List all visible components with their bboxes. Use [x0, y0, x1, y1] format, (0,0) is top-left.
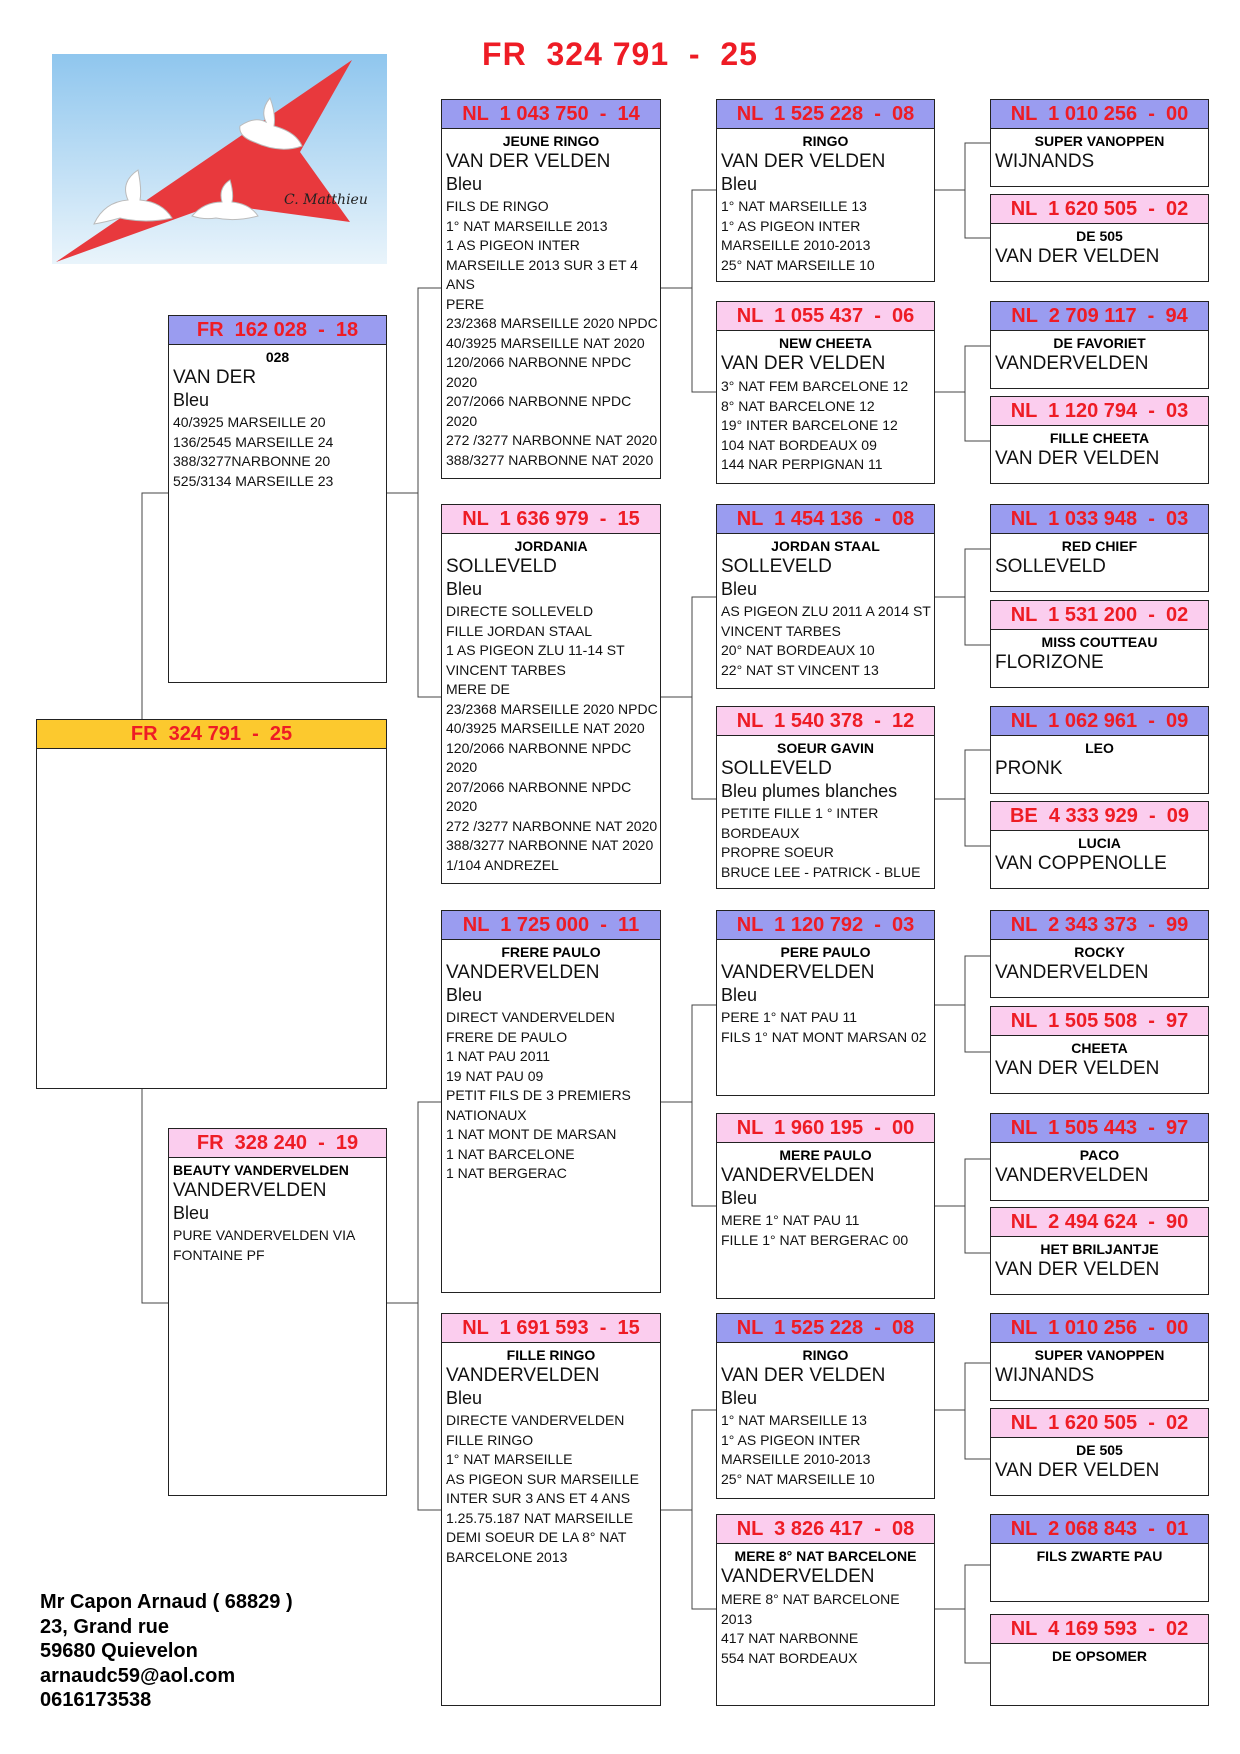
gen4-ssdd-ring: NL 1 120 794 - 03: [991, 397, 1208, 426]
gen4-ddss-ring: NL 1 010 256 - 00: [991, 1314, 1208, 1343]
note-line: 1 NAT PAU 2011: [446, 1048, 551, 1064]
note-line: VINCENT TARBES: [721, 622, 841, 639]
note-line: 8° NAT BARCELONE 12: [721, 397, 875, 414]
note-line: BRUCE LEE - PATRICK - BLUE: [721, 863, 921, 880]
gen4-ddss-name: SUPER VANOPPEN: [1034, 1347, 1165, 1363]
gen3-dsd-notes: [717, 1211, 934, 1250]
gen3-sss-name: RINGO: [802, 133, 849, 149]
note-line: FILS DE RINGO: [446, 198, 549, 214]
gen3-dss-name: PERE PAULO: [780, 944, 871, 960]
gen4-dssd-card: [990, 1006, 1209, 1094]
note-line: AS PIGEON ZLU 2011 A 2014 ST: [721, 603, 931, 619]
note-line: DIRECT VANDERVELDEN: [446, 1009, 615, 1025]
gen3-sdd-color: Bleu plumes blanches: [721, 781, 898, 801]
gen4-sdsd-breeder: FLORIZONE: [995, 652, 1104, 673]
note-line: 20° NAT BORDEAUX 10: [721, 642, 875, 658]
gen3-dss-card: [716, 910, 935, 1096]
note-line: PURE VANDERVELDEN VIA: [173, 1227, 356, 1243]
gen4-ssss-ring: NL 1 010 256 - 00: [991, 100, 1208, 129]
note-line: 19° INTER BARCELONE 12: [721, 417, 898, 433]
gen4-sddd-card: [990, 801, 1209, 889]
gen4-ssss-card: [990, 99, 1209, 187]
gen4-ddss-breeder: WIJNANDS: [995, 1365, 1095, 1386]
owner-phone[interactable]: 0616173538: [40, 1689, 152, 1711]
dam-breeder: VANDERVELDEN: [173, 1180, 327, 1201]
gen4-dsdd-card: [990, 1207, 1209, 1295]
gen4-sdds-card: [990, 706, 1209, 794]
dam-dam-color: Bleu: [446, 1388, 483, 1408]
gen4-dssd-name: CHEETA: [1071, 1040, 1128, 1056]
page-title: FR 324 791 - 25: [482, 36, 758, 72]
sire-dam-breeder: SOLLEVELD: [446, 556, 557, 577]
dam-notes: [169, 1226, 386, 1265]
logo-signature: C. Matthieu: [284, 192, 368, 208]
note-line: FILLE RINGO: [446, 1431, 534, 1448]
note-line: MARSEILLE 2013 SUR 3 ET 4: [446, 256, 638, 273]
gen4-ssds-ring: NL 2 709 117 - 94: [991, 302, 1208, 331]
dam-color: Bleu: [173, 1203, 210, 1223]
gen4-sdss-name: RED CHIEF: [1061, 538, 1138, 554]
note-line: 40/3925 MARSEILLE NAT 2020: [446, 720, 645, 736]
note-line: 207/2066 NARBONNE NPDC: [446, 778, 632, 795]
gen4-dssd-ring: NL 1 505 508 - 97: [991, 1007, 1208, 1036]
note-line: MERE 1° NAT PAU 11: [721, 1212, 860, 1228]
dam-sire-breeder: VANDERVELDEN: [446, 962, 600, 983]
gen4-dsdd-breeder: VAN DER VELDEN: [995, 1259, 1160, 1280]
subject-ring: FR 324 791 - 25: [37, 720, 386, 749]
gen4-ssds-name: DE FAVORIET: [1053, 335, 1146, 351]
sire-sire-breeder: VAN DER VELDEN: [446, 151, 611, 172]
gen3-sss-card: [716, 99, 935, 282]
gen4-ddsd-card: [990, 1408, 1209, 1496]
gen4-sdss-ring: NL 1 033 948 - 03: [991, 505, 1208, 534]
sire-dam-notes: [442, 602, 660, 875]
gen4-ssdd-card: [990, 396, 1209, 484]
owner-contact-block: [40, 1590, 293, 1713]
sire-color: Bleu: [173, 390, 210, 410]
note-line: 22° NAT ST VINCENT 13: [721, 661, 879, 678]
note-line: PERE: [446, 295, 485, 312]
note-line: ANS: [446, 276, 475, 292]
note-line: 120/2066 NARBONNE NPDC: [446, 354, 632, 370]
gen3-ssd-card: [716, 301, 935, 484]
gen4-dsss-name: ROCKY: [1074, 944, 1125, 960]
note-line: 1° AS PIGEON INTER: [721, 217, 861, 234]
owner-email[interactable]: arnaudc59@aol.com: [40, 1664, 236, 1687]
note-line: AS PIGEON SUR MARSEILLE: [446, 1470, 639, 1487]
note-line: 1° NAT MARSEILLE: [446, 1451, 573, 1467]
gen4-sdds-name: LEO: [1085, 740, 1114, 756]
gen4-ddsd-ring: NL 1 620 505 - 02: [991, 1409, 1208, 1438]
gen3-dds-ring: NL 1 525 228 - 08: [717, 1314, 934, 1343]
gen4-ssss-breeder: WIJNANDS: [995, 151, 1095, 172]
gen4-dsss-breeder: VANDERVELDEN: [995, 962, 1149, 983]
gen4-sddd-name: LUCIA: [1078, 835, 1121, 851]
sire-ring: FR 162 028 - 18: [169, 316, 386, 345]
note-line: 19 NAT PAU 09: [446, 1067, 544, 1084]
gen4-dddd-ring: NL 4 169 593 - 02: [991, 1615, 1208, 1644]
gen4-ssds-breeder: VANDERVELDEN: [995, 353, 1149, 374]
gen4-sddd-breeder: VAN COPPENOLLE: [995, 853, 1167, 874]
gen3-ssd-ring: NL 1 055 437 - 06: [717, 302, 934, 331]
gen3-ssd-name: NEW CHEETA: [778, 335, 873, 351]
note-line: 388/3277 NARBONNE NAT 2020: [446, 451, 654, 468]
gen4-sssd-ring: NL 1 620 505 - 02: [991, 195, 1208, 224]
note-line: PROPRE SOEUR: [721, 844, 834, 860]
gen3-ssd-breeder: VAN DER VELDEN: [721, 353, 886, 374]
note-line: INTER SUR 3 ANS ET 4 ANS: [446, 1490, 631, 1506]
note-line: 1 NAT MONT DE MARSAN: [446, 1126, 617, 1142]
note-line: 525/3134 MARSEILLE 23: [173, 472, 334, 489]
gen3-dds-card: [716, 1313, 935, 1499]
note-line: DEMI SOEUR DE LA 8° NAT: [446, 1529, 627, 1545]
gen4-ssds-card: [990, 301, 1209, 389]
note-line: FILLE JORDAN STAAL: [446, 622, 593, 639]
gen4-sssd-card: [990, 194, 1209, 282]
gen4-sdss-card: [990, 504, 1209, 592]
note-line: 272 /3277 NARBONNE NAT 2020: [446, 432, 658, 448]
gen3-ddd-breeder: VANDERVELDEN: [721, 1566, 875, 1587]
note-line: 2020: [446, 759, 478, 775]
gen4-dsds-ring: NL 1 505 443 - 97: [991, 1114, 1208, 1143]
sire-dam-name: JORDANIA: [514, 538, 588, 554]
note-line: 104 NAT BORDEAUX 09: [721, 436, 877, 453]
note-line: 144 NAR PERPIGNAN 11: [721, 456, 883, 472]
sire-dam-card: [441, 504, 661, 884]
gen3-dss-notes: [717, 1008, 934, 1047]
note-line: 136/2545 MARSEILLE 24: [173, 433, 334, 450]
note-line: PETIT FILS DE 3 PREMIERS: [446, 1087, 631, 1103]
gen4-sdss-breeder: SOLLEVELD: [995, 556, 1106, 577]
note-line: MERE DE: [446, 681, 510, 697]
gen3-dss-ring: NL 1 120 792 - 03: [717, 911, 934, 940]
gen4-ddss-card: [990, 1313, 1209, 1401]
note-line: 1.25.75.187 NAT MARSEILLE: [446, 1509, 634, 1526]
gen4-sssd-breeder: VAN DER VELDEN: [995, 246, 1160, 267]
gen4-dddd-name: DE OPSOMER: [1052, 1648, 1147, 1664]
gen3-sdd-breeder: SOLLEVELD: [721, 758, 832, 779]
owner-name: Mr Capon Arnaud ( 68829 ): [40, 1591, 293, 1613]
gen3-sss-breeder: VAN DER VELDEN: [721, 151, 886, 172]
sire-sire-color: Bleu: [446, 174, 483, 194]
note-line: DIRECTE VANDERVELDEN: [446, 1412, 625, 1428]
sire-sire-ring: NL 1 043 750 - 14: [442, 100, 660, 129]
note-line: 3° NAT FEM BARCELONE 12: [721, 378, 909, 394]
gen4-dddd-card: [990, 1614, 1209, 1706]
gen4-dsds-name: PACO: [1079, 1147, 1120, 1163]
gen4-ssdd-name: FILLE CHEETA: [1049, 430, 1150, 446]
gen3-dds-name: RINGO: [802, 1347, 849, 1363]
sire-dam-ring: NL 1 636 979 - 15: [442, 505, 660, 534]
subject-card: [36, 719, 387, 1089]
note-line: 2013: [721, 1610, 753, 1627]
sire-dam-color: Bleu: [446, 579, 483, 599]
gen3-dds-notes: [717, 1411, 934, 1489]
gen3-dsd-breeder: VANDERVELDEN: [721, 1165, 875, 1186]
note-line: 207/2066 NARBONNE NPDC: [446, 393, 632, 409]
gen4-dsds-breeder: VANDERVELDEN: [995, 1165, 1149, 1186]
note-line: BARCELONE 2013: [446, 1548, 568, 1565]
gen3-sds-ring: NL 1 454 136 - 08: [717, 505, 934, 534]
note-line: 1/104 ANDREZEL: [446, 856, 559, 873]
dam-sire-ring: NL 1 725 000 - 11: [442, 911, 660, 940]
sire-breeder: VAN DER: [173, 367, 257, 388]
note-line: 272 /3277 NARBONNE NAT 2020: [446, 817, 658, 834]
dam-sire-name: FRERE PAULO: [501, 944, 601, 960]
note-line: FILS 1° NAT MONT MARSAN 02: [721, 1028, 927, 1045]
gen4-sdsd-name: MISS COUTTEAU: [1041, 634, 1158, 650]
gen3-sdd-card: [716, 706, 935, 889]
gen4-ddsd-breeder: VAN DER VELDEN: [995, 1460, 1160, 1481]
gen4-ddds-ring: NL 2 068 843 - 01: [991, 1515, 1208, 1544]
gen3-sdd-ring: NL 1 540 378 - 12: [717, 707, 934, 736]
gen4-sdds-ring: NL 1 062 961 - 09: [991, 707, 1208, 736]
dam-dam-ring: NL 1 691 593 - 15: [442, 1314, 660, 1343]
gen4-dsss-ring: NL 2 343 373 - 99: [991, 911, 1208, 940]
note-line: 2020: [446, 412, 478, 429]
dam-dam-breeder: VANDERVELDEN: [446, 1365, 600, 1386]
gen3-sss-notes: [717, 197, 934, 275]
note-line: 23/2368 MARSEILLE 2020 NPDC: [446, 315, 658, 331]
note-line: 2020: [446, 798, 478, 814]
note-line: 1° AS PIGEON INTER: [721, 1431, 861, 1448]
gen3-sdd-notes: [717, 804, 934, 882]
note-line: FONTAINE PF: [173, 1246, 265, 1263]
dam-dam-card: [441, 1313, 661, 1706]
gen3-ddd-card: [716, 1514, 935, 1706]
note-line: FILLE 1° NAT BERGERAC 00: [721, 1231, 909, 1248]
gen4-sssd-name: DE 505: [1076, 228, 1123, 244]
gen4-ddds-card: [990, 1514, 1209, 1602]
note-line: FRERE DE PAULO: [446, 1028, 568, 1045]
gen3-ddd-notes: [717, 1590, 934, 1668]
note-line: 120/2066 NARBONNE NPDC: [446, 739, 632, 756]
note-line: 2020: [446, 373, 478, 390]
gen4-ssss-name: SUPER VANOPPEN: [1034, 133, 1165, 149]
note-line: BORDEAUX: [721, 824, 800, 841]
note-line: 1 NAT BARCELONE: [446, 1145, 575, 1162]
sire-name: 028: [265, 349, 290, 365]
dam-sire-card: [441, 910, 661, 1293]
sire-sire-notes: [442, 197, 660, 470]
note-line: PERE 1° NAT PAU 11: [721, 1009, 858, 1025]
dam-card: [168, 1128, 387, 1496]
gen3-dds-color: Bleu: [721, 1388, 758, 1408]
gen3-ddd-name: MERE 8° NAT BARCELONE: [734, 1548, 917, 1564]
note-line: 1 AS PIGEON INTER: [446, 237, 580, 253]
sire-card: [168, 315, 387, 683]
gen3-dsd-ring: NL 1 960 195 - 00: [717, 1114, 934, 1143]
note-line: 554 NAT BORDEAUX: [721, 1649, 858, 1666]
note-line: 1 NAT BERGERAC: [446, 1165, 567, 1181]
note-line: 388/3277NARBONNE 20: [173, 453, 331, 469]
owner-city: 59680 Quievelon: [40, 1640, 198, 1662]
gen3-sds-notes: [717, 602, 934, 680]
gen4-dsds-card: [990, 1113, 1209, 1201]
gen4-dsss-card: [990, 910, 1209, 998]
dam-ring: FR 328 240 - 19: [169, 1129, 386, 1158]
gen4-sdds-breeder: PRONK: [995, 758, 1063, 779]
owner-street: 23, Grand rue: [40, 1615, 169, 1638]
gen4-ddds-name: FILS ZWARTE PAU: [1036, 1548, 1163, 1564]
note-line: VINCENT TARBES: [446, 661, 566, 678]
gen4-ddsd-name: DE 505: [1076, 1442, 1123, 1458]
note-line: 25° NAT MARSEILLE 10: [721, 256, 875, 273]
gen3-dsd-name: MERE PAULO: [779, 1147, 872, 1163]
gen3-sds-name: JORDAN STAAL: [771, 538, 880, 554]
note-line: 1 AS PIGEON ZLU 11-14 ST: [446, 642, 625, 658]
dam-dam-name: FILLE RINGO: [506, 1347, 596, 1363]
gen3-sds-card: [716, 504, 935, 689]
note-line: 23/2368 MARSEILLE 2020 NPDC: [446, 700, 658, 717]
sire-sire-card: [441, 99, 661, 479]
gen3-ddd-ring: NL 3 826 417 - 08: [717, 1515, 934, 1544]
gen4-ssdd-breeder: VAN DER VELDEN: [995, 448, 1160, 469]
dam-sire-color: Bleu: [446, 985, 483, 1005]
dam-dam-notes: [442, 1411, 660, 1567]
note-line: DIRECTE SOLLEVELD: [446, 603, 594, 619]
gen4-dsdd-ring: NL 2 494 624 - 90: [991, 1208, 1208, 1237]
gen3-sds-breeder: SOLLEVELD: [721, 556, 832, 577]
note-line: NATIONAUX: [446, 1106, 527, 1123]
gen4-dsdd-name: HET BRILJANTJE: [1040, 1241, 1159, 1257]
gen3-dds-breeder: VAN DER VELDEN: [721, 1365, 886, 1386]
note-line: 388/3277 NARBONNE NAT 2020: [446, 837, 654, 853]
note-line: 40/3925 MARSEILLE NAT 2020: [446, 334, 645, 351]
gen4-sddd-ring: BE 4 333 929 - 09: [991, 802, 1208, 831]
gen4-sdsd-ring: NL 1 531 200 - 02: [991, 601, 1208, 630]
note-line: MERE 8° NAT BARCELONE: [721, 1591, 900, 1607]
gen3-dsd-color: Bleu: [721, 1188, 758, 1208]
note-line: 1° NAT MARSEILLE 2013: [446, 217, 608, 234]
note-line: MARSEILLE 2010-2013: [721, 1451, 871, 1467]
sire-notes: [169, 413, 386, 491]
note-line: MARSEILLE 2010-2013: [721, 237, 871, 253]
dove-logo-icon: [52, 54, 387, 264]
note-line: 25° NAT MARSEILLE 10: [721, 1470, 875, 1487]
gen4-dssd-breeder: VAN DER VELDEN: [995, 1058, 1160, 1079]
gen3-dss-breeder: VANDERVELDEN: [721, 962, 875, 983]
gen3-sds-color: Bleu: [721, 579, 758, 599]
gen3-sss-ring: NL 1 525 228 - 08: [717, 100, 934, 129]
note-line: 1° NAT MARSEILLE 13: [721, 1412, 867, 1428]
gen3-sdd-name: SOEUR GAVIN: [777, 740, 874, 756]
note-line: PETITE FILLE 1 ° INTER: [721, 805, 879, 821]
sire-sire-name: JEUNE RINGO: [502, 133, 600, 149]
dam-name: BEAUTY VANDERVELDEN: [173, 1162, 349, 1178]
gen3-dsd-card: [716, 1113, 935, 1299]
gen4-sdsd-card: [990, 600, 1209, 688]
gen3-dss-color: Bleu: [721, 985, 758, 1005]
dam-sire-notes: [442, 1008, 660, 1184]
gen3-ssd-notes: [717, 377, 934, 475]
gen3-sss-color: Bleu: [721, 174, 758, 194]
note-line: 40/3925 MARSEILLE 20: [173, 414, 326, 430]
note-line: 1° NAT MARSEILLE 13: [721, 198, 867, 214]
note-line: 417 NAT NARBONNE: [721, 1630, 859, 1646]
